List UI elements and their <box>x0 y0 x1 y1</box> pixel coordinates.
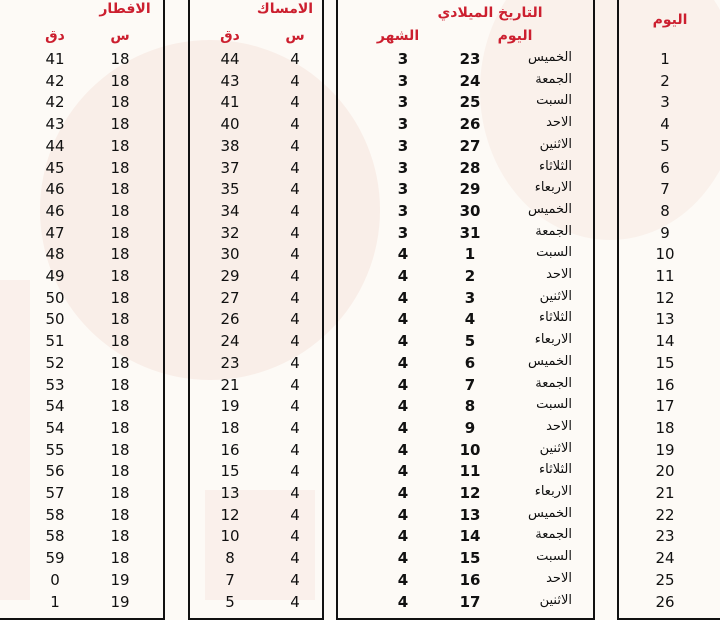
iftar-hour-cell: 18 <box>110 223 130 242</box>
iftar-minute-cell: 56 <box>45 462 65 481</box>
day-number-cell: 19 <box>655 440 675 459</box>
gregorian-day-cell: 17 <box>459 592 481 611</box>
imsak-hour-cell: 4 <box>290 245 300 264</box>
gregorian-day-cell: 3 <box>464 288 476 307</box>
imsak-minute-cell: 15 <box>220 462 240 481</box>
weekday-cell: الاثنين <box>539 440 572 456</box>
imsak-hour-header: س <box>285 28 305 44</box>
day-number-cell: 7 <box>660 180 670 199</box>
imsak-minute-cell: 37 <box>220 158 240 177</box>
iftar-hour-cell: 18 <box>110 332 130 351</box>
gregorian-month-cell: 4 <box>397 570 409 589</box>
imsak-minute-cell: 29 <box>220 267 240 285</box>
weekday-cell: الاربعاء <box>534 180 572 196</box>
gregorian-month-cell: 4 <box>397 484 409 502</box>
iftar-hour-cell: 18 <box>110 136 130 155</box>
iftar-minute-cell: 44 <box>45 136 65 155</box>
iftar-hour-cell: 18 <box>110 50 130 68</box>
iftar-minute-cell: 55 <box>45 440 65 459</box>
gregorian-month-cell: 4 <box>397 440 409 459</box>
iftar-minute-cell: 43 <box>45 115 65 134</box>
weekday-cell: الاربعاء <box>534 332 572 348</box>
gregorian-month-cell: 4 <box>397 549 409 568</box>
gregorian-month-cell: 4 <box>397 288 409 307</box>
gregorian-month-cell: 3 <box>397 180 409 199</box>
day-number-cell: 17 <box>655 397 675 416</box>
imsak-hour-cell: 4 <box>290 115 300 134</box>
gregorian-day-cell: 27 <box>459 136 481 155</box>
gregorian-day-cell: 13 <box>459 505 481 524</box>
iftar-minute-cell: 53 <box>45 375 65 394</box>
day-number-cell: 15 <box>655 353 675 372</box>
weekday-cell: الخميس <box>528 353 572 369</box>
imsak-hour-cell: 4 <box>290 592 300 611</box>
day-number-cell: 3 <box>660 93 670 112</box>
iftar-minute-cell: 1 <box>50 592 60 611</box>
iftar-minute-cell: 58 <box>45 505 65 524</box>
iftar-hour-cell: 18 <box>110 158 130 177</box>
iftar-minute-cell: 45 <box>45 158 65 177</box>
day-number-cell: 18 <box>655 418 675 437</box>
gregorian-month-cell: 4 <box>397 353 409 372</box>
iftar-hour-cell: 18 <box>110 201 130 220</box>
iftar-hour-cell: 18 <box>110 245 130 264</box>
imsak-hour-cell: 4 <box>290 71 300 90</box>
imsak-hour-cell: 4 <box>290 223 300 242</box>
iftar-minute-cell: 50 <box>45 288 65 307</box>
iftar-minute-cell: 0 <box>50 570 60 589</box>
iftar-header: الافطار <box>99 1 151 17</box>
iftar-minute-cell: 50 <box>45 310 65 329</box>
iftar-minute-cell: 46 <box>45 201 65 220</box>
day-header: اليوم <box>652 12 688 28</box>
gregorian-month-cell: 3 <box>397 50 409 68</box>
weekday-cell: الجمعة <box>535 223 572 239</box>
weekday-cell: الاحد <box>546 418 572 434</box>
imsak-hour-cell: 4 <box>290 440 300 459</box>
gregorian-month-cell: 4 <box>397 332 409 351</box>
day-number-cell: 6 <box>660 158 670 177</box>
imsak-header: الامساك <box>256 1 314 17</box>
imsak-minute-cell: 16 <box>220 440 240 459</box>
iftar-hour-cell: 19 <box>110 592 130 611</box>
gregorian-month-header: الشهر <box>376 28 420 44</box>
imsak-minute-cell: 38 <box>220 136 240 155</box>
gregorian-day-cell: 7 <box>464 375 476 394</box>
gregorian-month-cell: 4 <box>397 267 409 285</box>
imsak-minute-cell: 27 <box>220 288 240 307</box>
gregorian-month-cell: 3 <box>397 201 409 220</box>
day-number-cell: 5 <box>660 136 670 155</box>
day-number-cell: 24 <box>655 549 675 568</box>
day-number-cell: 16 <box>655 375 675 394</box>
imsak-hour-cell: 4 <box>290 418 300 437</box>
imsak-minute-cell: 10 <box>220 527 240 546</box>
weekday-cell: الاحد <box>546 570 572 586</box>
gregorian-day-cell: 23 <box>459 50 481 68</box>
gregorian-day-cell: 6 <box>464 353 476 372</box>
gregorian-day-cell: 9 <box>464 418 476 437</box>
iftar-minute-cell: 58 <box>45 527 65 546</box>
day-number-cell: 21 <box>655 484 675 502</box>
imsak-minute-cell: 40 <box>220 115 240 134</box>
day-number-cell: 14 <box>655 332 675 351</box>
imsak-hour-cell: 4 <box>290 267 300 285</box>
gregorian-month-cell: 3 <box>397 93 409 112</box>
day-number-cell: 26 <box>655 592 675 611</box>
iftar-minute-cell: 57 <box>45 484 65 502</box>
imsak-hour-cell: 4 <box>290 180 300 199</box>
gregorian-month-cell: 4 <box>397 375 409 394</box>
gregorian-month-cell: 4 <box>397 397 409 416</box>
iftar-minute-header: دق <box>45 28 65 44</box>
iftar-hour-cell: 18 <box>110 353 130 372</box>
imsak-minute-cell: 26 <box>220 310 240 329</box>
imsak-hour-cell: 4 <box>290 93 300 112</box>
weekday-cell: الثلاثاء <box>539 158 572 174</box>
iftar-minute-cell: 41 <box>45 50 65 68</box>
imsak-minute-cell: 43 <box>220 71 240 90</box>
weekday-cell: الجمعة <box>535 71 572 87</box>
gregorian-month-cell: 3 <box>397 158 409 177</box>
imsak-hour-cell: 4 <box>290 332 300 351</box>
iftar-hour-cell: 18 <box>110 505 130 524</box>
iftar-hour-cell: 18 <box>110 71 130 90</box>
imsak-hour-cell: 4 <box>290 505 300 524</box>
gregorian-day-cell: 24 <box>459 71 481 90</box>
iftar-hour-header: س <box>110 28 130 44</box>
imsak-hour-cell: 4 <box>290 375 300 394</box>
iftar-hour-cell: 18 <box>110 115 130 134</box>
weekday-cell: السبت <box>536 245 572 261</box>
iftar-hour-cell: 18 <box>110 310 130 329</box>
iftar-hour-cell: 18 <box>110 418 130 437</box>
iftar-hour-cell: 18 <box>110 267 130 285</box>
iftar-hour-cell: 18 <box>110 93 130 112</box>
iftar-hour-cell: 18 <box>110 440 130 459</box>
day-number-cell: 2 <box>660 71 670 90</box>
day-number-cell: 9 <box>660 223 670 242</box>
iftar-hour-cell: 18 <box>110 527 130 546</box>
weekday-cell: الاثنين <box>539 592 572 608</box>
gregorian-month-cell: 4 <box>397 527 409 546</box>
weekday-cell: الثلاثاء <box>539 462 572 478</box>
day-number-cell: 4 <box>660 115 670 134</box>
gregorian-day-cell: 25 <box>459 93 481 112</box>
gregorian-month-cell: 3 <box>397 71 409 90</box>
imsak-hour-cell: 4 <box>290 158 300 177</box>
iftar-hour-cell: 18 <box>110 288 130 307</box>
weekday-cell: الاثنين <box>539 136 572 152</box>
imsak-hour-cell: 4 <box>290 136 300 155</box>
imsak-hour-cell: 4 <box>290 397 300 416</box>
imsak-minute-cell: 8 <box>225 549 235 568</box>
imsak-minute-cell: 7 <box>225 570 235 589</box>
iftar-hour-cell: 18 <box>110 484 130 502</box>
gregorian-day-cell: 4 <box>464 310 476 329</box>
imsak-minute-cell: 12 <box>220 505 240 524</box>
gregorian-month-cell: 3 <box>397 136 409 155</box>
gregorian-day-cell: 12 <box>459 484 481 502</box>
weekday-cell: الجمعة <box>535 527 572 543</box>
imsak-minute-cell: 5 <box>225 592 235 611</box>
day-number-cell: 11 <box>655 267 675 285</box>
imsak-hour-cell: 4 <box>290 549 300 568</box>
gregorian-day-cell: 15 <box>459 549 481 568</box>
gregorian-month-cell: 4 <box>397 418 409 437</box>
day-number-cell: 22 <box>655 505 675 524</box>
iftar-minute-cell: 46 <box>45 180 65 199</box>
imsak-hour-cell: 4 <box>290 50 300 68</box>
gregorian-day-cell: 26 <box>459 115 481 134</box>
gregorian-day-cell: 28 <box>459 158 481 177</box>
imsak-minute-cell: 44 <box>220 50 240 68</box>
day-number-cell: 10 <box>655 245 675 264</box>
gregorian-day-header: اليوم <box>497 28 533 44</box>
gregorian-day-cell: 30 <box>459 201 481 220</box>
gregorian-day-cell: 11 <box>459 462 481 481</box>
imsak-hour-cell: 4 <box>290 310 300 329</box>
weekday-cell: الاثنين <box>539 288 572 304</box>
imsak-minute-cell: 34 <box>220 201 240 220</box>
day-number-cell: 12 <box>655 288 675 307</box>
iftar-minute-cell: 49 <box>45 267 65 285</box>
weekday-cell: السبت <box>536 397 572 413</box>
imsak-hour-cell: 4 <box>290 288 300 307</box>
day-number-cell: 23 <box>655 527 675 546</box>
gregorian-month-cell: 4 <box>397 505 409 524</box>
weekday-cell: الثلاثاء <box>539 310 572 326</box>
gregorian-day-cell: 10 <box>459 440 481 459</box>
day-number-cell: 20 <box>655 462 675 481</box>
iftar-hour-cell: 18 <box>110 180 130 199</box>
imsak-minute-cell: 18 <box>220 418 240 437</box>
gregorian-day-cell: 8 <box>464 397 476 416</box>
iftar-minute-cell: 42 <box>45 93 65 112</box>
imsak-hour-cell: 4 <box>290 484 300 502</box>
weekday-cell: الخميس <box>528 50 572 65</box>
iftar-hour-cell: 18 <box>110 397 130 416</box>
imsak-hour-cell: 4 <box>290 527 300 546</box>
iftar-hour-cell: 18 <box>110 549 130 568</box>
iftar-minute-cell: 52 <box>45 353 65 372</box>
gregorian-day-cell: 5 <box>464 332 476 351</box>
gregorian-day-cell: 29 <box>459 180 481 199</box>
imsak-minute-cell: 23 <box>220 353 240 372</box>
imsak-hour-cell: 4 <box>290 201 300 220</box>
imsak-minute-cell: 24 <box>220 332 240 351</box>
imsak-hour-cell: 4 <box>290 353 300 372</box>
weekday-cell: الخميس <box>528 505 572 521</box>
weekday-cell: الخميس <box>528 201 572 217</box>
imsak-minute-cell: 35 <box>220 180 240 199</box>
iftar-minute-cell: 51 <box>45 332 65 351</box>
imsak-hour-cell: 4 <box>290 462 300 481</box>
iftar-minute-cell: 54 <box>45 397 65 416</box>
weekday-cell: السبت <box>536 93 572 109</box>
imsak-minute-cell: 41 <box>220 93 240 112</box>
gregorian-month-cell: 4 <box>397 462 409 481</box>
gregorian-month-cell: 4 <box>397 592 409 611</box>
weekday-cell: الاحد <box>546 267 572 282</box>
day-number-cell: 25 <box>655 570 675 589</box>
imsak-minute-cell: 30 <box>220 245 240 264</box>
gregorian-month-cell: 4 <box>397 245 409 264</box>
gregorian-date-header: التاريخ الميلادي <box>437 5 543 21</box>
gregorian-day-cell: 14 <box>459 527 481 546</box>
imsak-hour-cell: 4 <box>290 570 300 589</box>
weekday-cell: الاحد <box>546 115 572 131</box>
imsak-minute-cell: 32 <box>220 223 240 242</box>
iftar-minute-cell: 47 <box>45 223 65 242</box>
gregorian-month-cell: 3 <box>397 115 409 134</box>
day-number-cell: 13 <box>655 310 675 329</box>
gregorian-day-cell: 16 <box>459 570 481 589</box>
gregorian-day-cell: 1 <box>464 245 476 264</box>
iftar-minute-cell: 54 <box>45 418 65 437</box>
weekday-cell: السبت <box>536 549 572 565</box>
gregorian-month-cell: 3 <box>397 223 409 242</box>
iftar-minute-cell: 59 <box>45 549 65 568</box>
gregorian-day-cell: 2 <box>464 267 476 285</box>
weekday-cell: الاربعاء <box>534 484 572 499</box>
imsak-minute-cell: 21 <box>220 375 240 394</box>
iftar-minute-cell: 48 <box>45 245 65 264</box>
day-number-cell: 8 <box>660 201 670 220</box>
iftar-hour-cell: 19 <box>110 570 130 589</box>
imsak-minute-cell: 19 <box>220 397 240 416</box>
imsak-minute-cell: 13 <box>220 484 240 502</box>
gregorian-day-cell: 31 <box>459 223 481 242</box>
iftar-hour-cell: 18 <box>110 462 130 481</box>
iftar-hour-cell: 18 <box>110 375 130 394</box>
gregorian-month-cell: 4 <box>397 310 409 329</box>
day-number-cell: 1 <box>660 50 670 68</box>
iftar-minute-cell: 42 <box>45 71 65 90</box>
weekday-cell: الجمعة <box>535 375 572 391</box>
imsak-minute-header: دق <box>220 28 240 44</box>
